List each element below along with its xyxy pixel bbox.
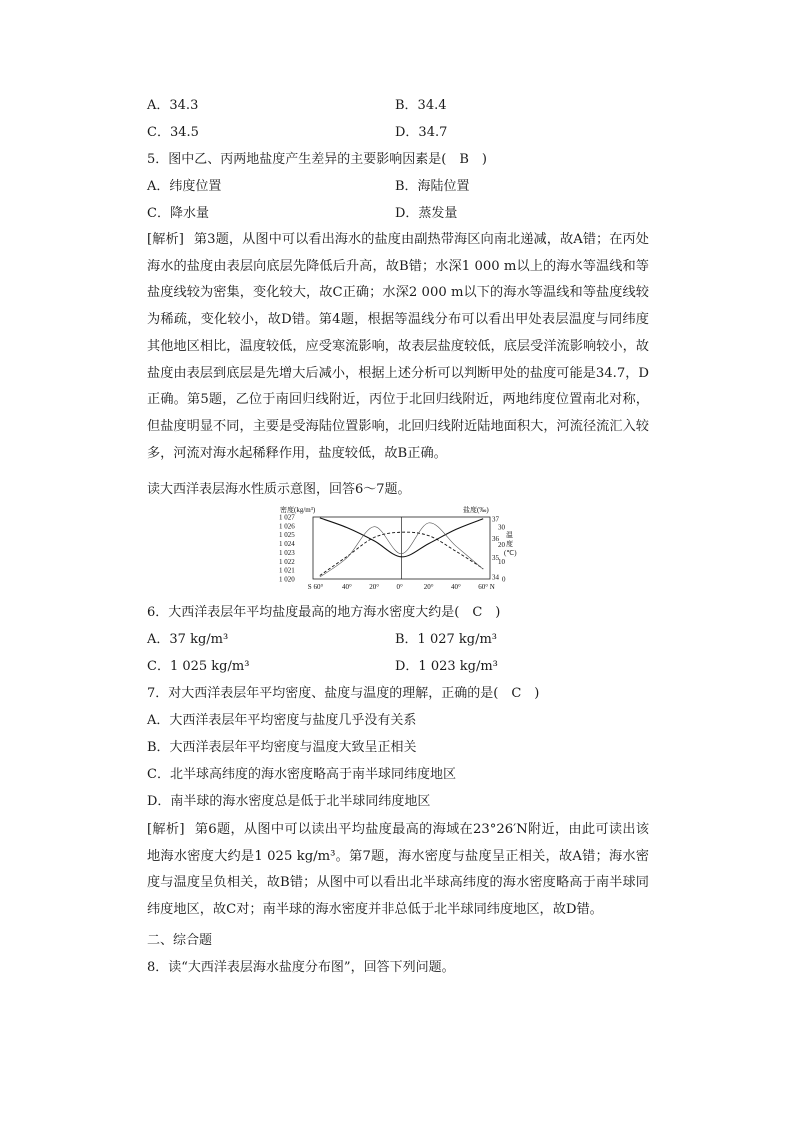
q4-option-d: D．34.7: [395, 125, 448, 140]
salinity-tick: 36: [492, 534, 499, 543]
q5-stem: 5．图中乙、丙两地盐度产生差异的主要影响因素是( B ): [147, 152, 487, 167]
q4-option-c: C．34.5: [147, 125, 199, 140]
analysis-block-2: [147, 817, 649, 924]
q7-option-d: D．南半球的海水密度总是低于北半球同纬度地区: [147, 794, 431, 809]
q7-stem: 7．对大西洋表层年平均密度、盐度与温度的理解，正确的是( C ): [147, 686, 540, 701]
q4-option-a: A．34.3: [147, 98, 199, 113]
temp-axis-title-3: (℃): [504, 549, 517, 557]
x-tick: 40°: [450, 583, 461, 591]
q5-option-c: C．降水量: [147, 206, 209, 221]
x-tick: 20°: [423, 583, 434, 591]
q4-option-b: B．34.4: [395, 98, 447, 113]
x-tick: 20°: [369, 583, 380, 591]
density-tick: 1 022: [279, 557, 295, 566]
section-heading: 二、综合题: [147, 933, 213, 948]
salinity-tick: 34: [492, 573, 499, 582]
analysis-tag: [解析]: [147, 232, 184, 247]
salinity-tick: 37: [492, 515, 499, 524]
q5-option-b: B．海陆位置: [395, 179, 470, 194]
analysis-text-2: 第6题，从图中可以读出平均盐度最高的海域在23°26′N附近，由此可读出该地海水密度大约是1 025 kg/m³。第7题，海水密度与盐度呈正相关，故A错；海水密度与温度呈负相关，故B错；从图中可以看出北半球高纬度的海水密度略高于南半球同纬度地区，故C对；南半球的海水密度并非总低于北半球同纬度地区，故D错。: [147, 822, 649, 918]
q6-option-c: C．1 025 kg/m³: [147, 659, 250, 674]
density-tick: 1 024: [279, 540, 295, 549]
temp-tick: 30: [498, 523, 505, 532]
x-tick: 40°: [342, 583, 352, 591]
q7-option-c: C．北半球高纬度的海水密度略高于南半球同纬度地区: [147, 767, 456, 782]
right-axis-title: 盐度(‰): [463, 506, 489, 514]
q6-stem: 6．大西洋表层年平均盐度最高的地方海水密度大约是( C ): [147, 605, 501, 620]
temp-tick: 10: [498, 558, 505, 567]
q6-option-d: D．1 023 kg/m³: [395, 659, 498, 674]
x-tick: S 60°: [307, 583, 324, 591]
q7-option-b: B．大西洋表层年平均密度与温度大致呈正相关: [147, 740, 417, 755]
temp-axis-title-1: 温: [506, 531, 513, 539]
salinity-tick: 35: [492, 554, 499, 563]
temp-axis-title-2: 度: [506, 540, 513, 548]
q6-option-b: B．1 027 kg/m³: [395, 632, 498, 647]
analysis-block-1: [147, 227, 649, 467]
q5-option-a: A．纬度位置: [147, 179, 222, 194]
temp-tick: 0: [502, 575, 506, 584]
x-tick: 60° N: [478, 583, 495, 591]
analysis-text: 第3题，从图中可以看出海水的盐度由副热带海区向南北递减，故A错；在丙处海水的盐度由表层向底层先降低后升高，故B错；水深1 000 m以上的海水等温线和等盐度线较为密集，变化较大，故C正确；水深2 000 m以下的海水等温线和等盐度线较为稀疏，变化较小，故D错。第4题，根据等温线分布可以看出甲处表层温度与同纬度其他地区相比，温度较低，应受寒流影响，故表层盐度较低，底层受洋流影响较小，故盐度由表层到底层是先增大后减小，根据上述分析可以判断甲处的盐度可能是34.7，D正确。第5题，乙位于南回归线附近，丙位于北回归线附近，两地纬度位置南北对称，但盐度明显不同，主要是受海陆位置影响，北回归线附近陆地面积大，河流径流汇入较多，河流对海水起稀释作用，盐度较低，故B正确。: [147, 232, 649, 461]
q6-option-a: A．37 kg/m³: [147, 632, 229, 647]
q7-option-a: A．大西洋表层年平均密度与盐度几乎没有关系: [147, 713, 417, 728]
left-axis-title: 密度(kg/m³): [280, 506, 316, 514]
density-tick: 1 021: [279, 566, 295, 575]
x-tick: 0°: [396, 583, 403, 591]
q8-stem: 8．读“大西洋表层海水盐度分布图”，回答下列问题。: [147, 960, 455, 975]
density-tick: 1 020: [279, 575, 295, 584]
density-tick: 1 026: [279, 522, 295, 531]
density-tick: 1 027: [279, 513, 295, 522]
density-tick: 1 025: [279, 531, 295, 540]
temp-tick: 20: [498, 540, 505, 549]
q5-option-d: D．蒸发量: [395, 206, 458, 221]
intro-q6-7: 读大西洋表层海水性质示意图，回答6～7题。: [147, 482, 411, 497]
atlantic-surface-chart: [278, 505, 518, 591]
analysis-tag-2: [解析]: [147, 822, 185, 837]
density-tick: 1 023: [279, 548, 295, 557]
